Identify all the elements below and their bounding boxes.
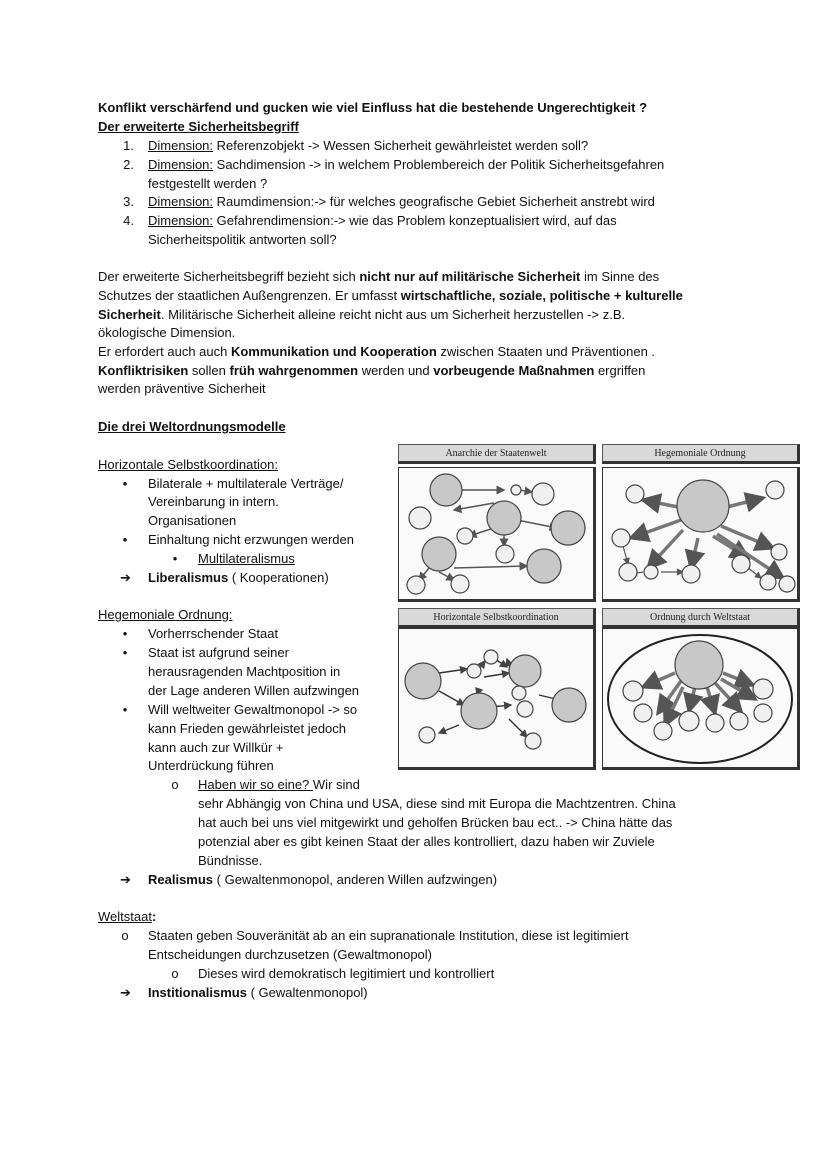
- arrow-right-icon: ➔: [120, 570, 131, 585]
- bullet-icon: •: [122, 476, 128, 491]
- arrow-right-icon: ➔: [120, 985, 131, 1000]
- subheading-hegemonial: Hegemoniale Ordnung:: [98, 607, 233, 622]
- subheading-weltstaat: Weltstaat:: [98, 909, 157, 924]
- weltstaat-graphic: [603, 629, 798, 768]
- subheading-horizontal: Horizontale Selbstkoordination:: [98, 457, 278, 472]
- bullet-icon: •: [172, 551, 178, 566]
- hegemonial-graphic: [603, 468, 798, 600]
- circle-bullet-icon: o: [171, 966, 179, 981]
- bullet-icon: •: [122, 702, 128, 717]
- diagram-horizontal: [398, 628, 596, 770]
- arrow-right-icon: ➔: [120, 872, 131, 887]
- diagram-anarchie: [398, 467, 596, 602]
- diagram-title-anarchie: Anarchie der Staatenwelt: [398, 444, 596, 464]
- section-heading-sicherheitsbegriff: Der erweiterte Sicherheitsbegriff: [98, 119, 299, 134]
- diagram-title-horizontal: Horizontale Selbstkoordination: [398, 608, 596, 628]
- diagram-hegemonial: [602, 467, 800, 602]
- anarchie-graphic: [399, 468, 594, 600]
- list-item: Dimension: Sachdimension -> in welchem Problembereich der Politik Sicherheitsgefahren: [148, 157, 665, 172]
- intro-line: Konflikt verschärfend und gucken wie viel Einfluss hat die bestehende Ungerechtigkeit ?: [98, 100, 648, 115]
- section-heading-weltordnungsmodelle: Die drei Weltordnungsmodelle: [98, 419, 286, 434]
- list-item: Dimension: Raumdimension:-> für welches geografische Gebiet Sicherheit anstrebt wird: [148, 194, 655, 209]
- horizontal-graphic: [399, 629, 594, 768]
- diagram-title-weltstaat: Ordnung durch Weltstaat: [602, 608, 800, 628]
- circle-bullet-icon: o: [121, 928, 129, 943]
- bullet-icon: •: [122, 532, 128, 547]
- diagram-weltstaat: [602, 628, 800, 770]
- diagram-title-hegemonial: Hegemoniale Ordnung: [602, 444, 800, 464]
- list-item: Dimension: Gefahrendimension:-> wie das Problem konzeptualisiert wird, auf das: [148, 213, 617, 228]
- bullet-icon: •: [122, 645, 128, 660]
- list-item: Dimension: Referenzobjekt -> Wessen Sicherheit gewährleistet werden soll?: [148, 138, 589, 153]
- circle-bullet-icon: o: [171, 777, 179, 792]
- bullet-icon: •: [122, 626, 128, 641]
